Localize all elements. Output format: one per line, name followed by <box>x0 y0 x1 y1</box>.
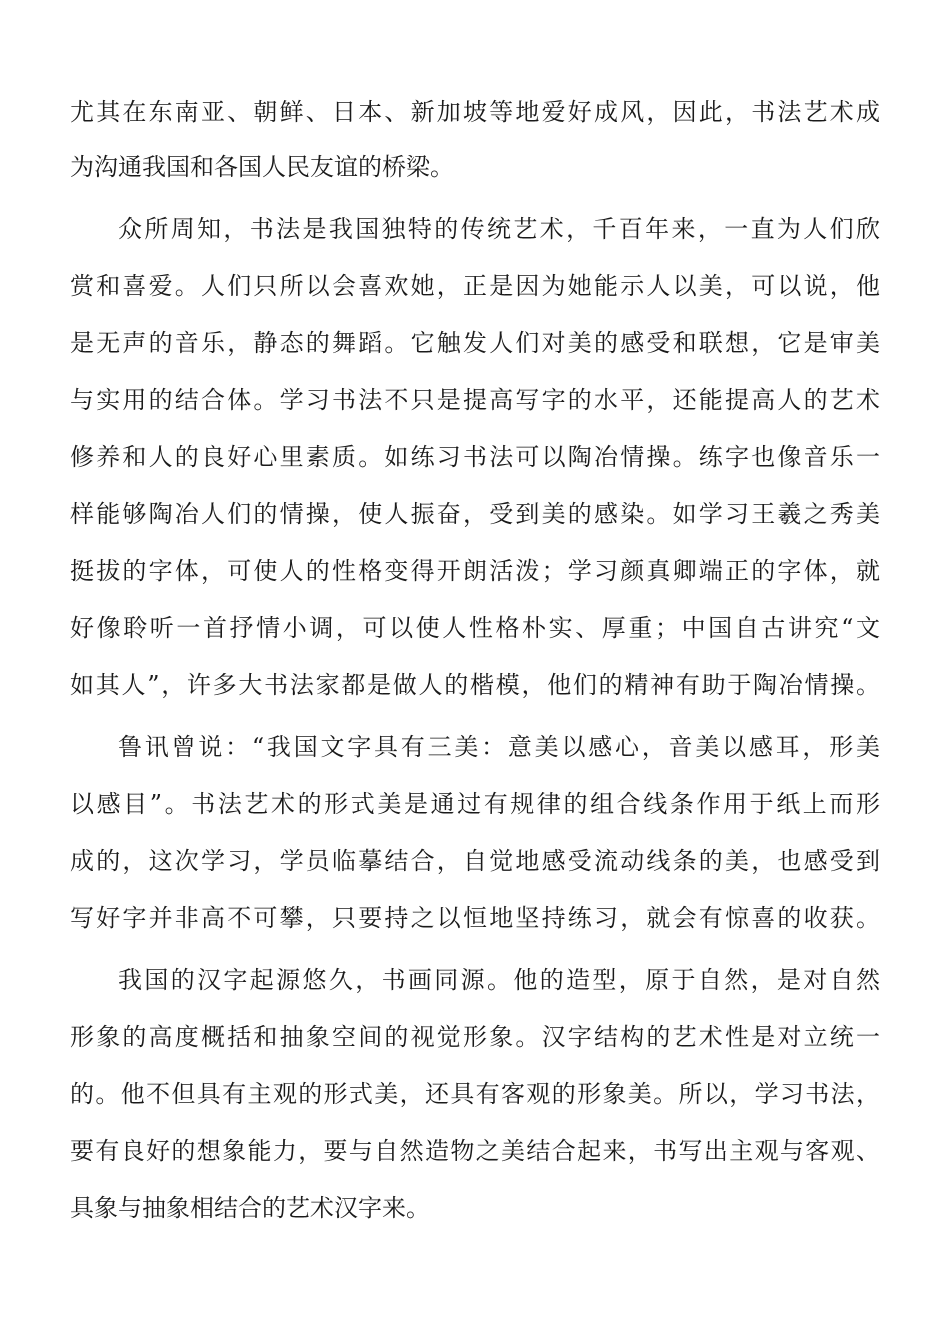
text-line: 我国的汉字起源悠久，书画同源。他的造型，原于自然，是对自然 <box>118 966 880 994</box>
text-line: 要有良好的想象能力，要与自然造物之美结合起来，书写出主观与客观、 <box>70 1137 880 1165</box>
text-line: 形象的高度概括和抽象空间的视觉形象。汉字结构的艺术性是对立统一 <box>70 1023 880 1051</box>
text-line: 好像聆听一首抒情小调，可以使人性格朴实、厚重；中国自古讲究“文 <box>70 614 880 642</box>
text-line: 是无声的音乐，静态的舞蹈。它触发人们对美的感受和联想，它是审美 <box>70 329 880 357</box>
text-line: 挺拔的字体，可使人的性格变得开朗活泼；学习颜真卿端正的字体，就 <box>70 557 880 585</box>
text-line: 与实用的结合体。学习书法不只是提高写字的水平，还能提高人的艺术 <box>70 386 880 414</box>
text-line: 成的，这次学习，学员临摹结合，自觉地感受流动线条的美，也感受到 <box>70 847 880 875</box>
text-line: 写好字并非高不可攀，只要持之以恒地坚持练习，就会有惊喜的收获。 <box>70 904 880 932</box>
text-line: 赏和喜爱。人们只所以会喜欢她，正是因为她能示人以美，可以说，他 <box>70 272 880 300</box>
text-line: 样能够陶冶人们的情操，使人振奋，受到美的感染。如学习王羲之秀美 <box>70 500 880 528</box>
text-line: 为沟通我国和各国人民友谊的桥梁。 <box>70 153 454 181</box>
text-line: 具象与抽象相结合的艺术汉字来。 <box>70 1194 430 1222</box>
text-line: 如其人”，许多大书法家都是做人的楷模，他们的精神有助于陶冶情操。 <box>70 671 880 699</box>
text-line: 修养和人的良好心里素质。如练习书法可以陶冶情操。练字也像音乐一 <box>70 443 880 471</box>
text-line: 尤其在东南亚、朝鲜、日本、新加坡等地爱好成风，因此，书法艺术成 <box>70 98 880 126</box>
text-line: 的。他不但具有主观的形式美，还具有客观的形象美。所以，学习书法， <box>70 1080 880 1108</box>
text-line: 鲁讯曾说：“我国文字具有三美：意美以感心，音美以感耳，形美 <box>118 733 880 761</box>
text-line: 以感目”。书法艺术的形式美是通过有规律的组合线条作用于纸上而形 <box>70 790 880 818</box>
text-line: 众所周知，书法是我国独特的传统艺术，千百年来，一直为人们欣 <box>118 215 880 243</box>
